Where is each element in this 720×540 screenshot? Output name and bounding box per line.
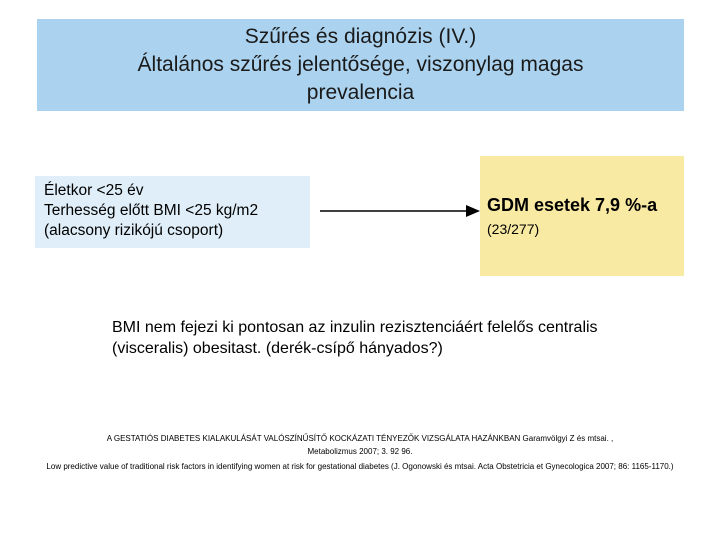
reference-1-line-2: Metabolizmus 2007; 3. 92 96. <box>307 447 413 456</box>
title-line-2: Általános szűrés jelentősége, viszonylag magas <box>137 53 584 76</box>
title-line-3: prevalencia <box>306 81 415 104</box>
note-line-1: BMI nem fejezi ki pontosan az inzulin rezisztenciáért felelős centralis <box>112 319 598 336</box>
low-risk-group-box <box>35 176 310 248</box>
gdm-percentage: GDM esetek 7,9 %-a <box>487 195 658 215</box>
reference-1-line-1: A GESTATIÓS DIABETES KIALAKULÁSÁT VALÓSZÍNŰSÍTŐ KOCKÁZATI TÉNYEZŐK VIZSGÁLATA HAZÁNKBAN Garamvölgyi Z és mtsai. , <box>106 434 614 443</box>
reference-english: Low predictive value of traditional risk factors in identifying women at risk for gestational diabetes (J. Ogonowski és mtsai. Acta Obstetricia et Gynecologica 2007; 86: 1165-1170.) <box>46 462 674 471</box>
gdm-fraction: (23/277) <box>487 221 540 237</box>
gdm-result-box <box>480 156 684 276</box>
age-criterion: Életkor <25 év <box>44 182 144 199</box>
title-line-1: Szűrés és diagnózis (IV.) <box>244 25 477 48</box>
bmi-note <box>112 317 692 359</box>
note-line-2: (visceralis) obesitast. (derék-csípő hányados?) <box>112 340 443 357</box>
bmi-criterion: Terhesség előtt BMI <25 kg/m2 <box>44 202 259 219</box>
arrow-right-icon <box>320 202 480 220</box>
slide-title <box>37 19 684 111</box>
group-label: (alacsony rizikójú csoport) <box>44 222 224 239</box>
reference-hungarian <box>20 432 700 458</box>
